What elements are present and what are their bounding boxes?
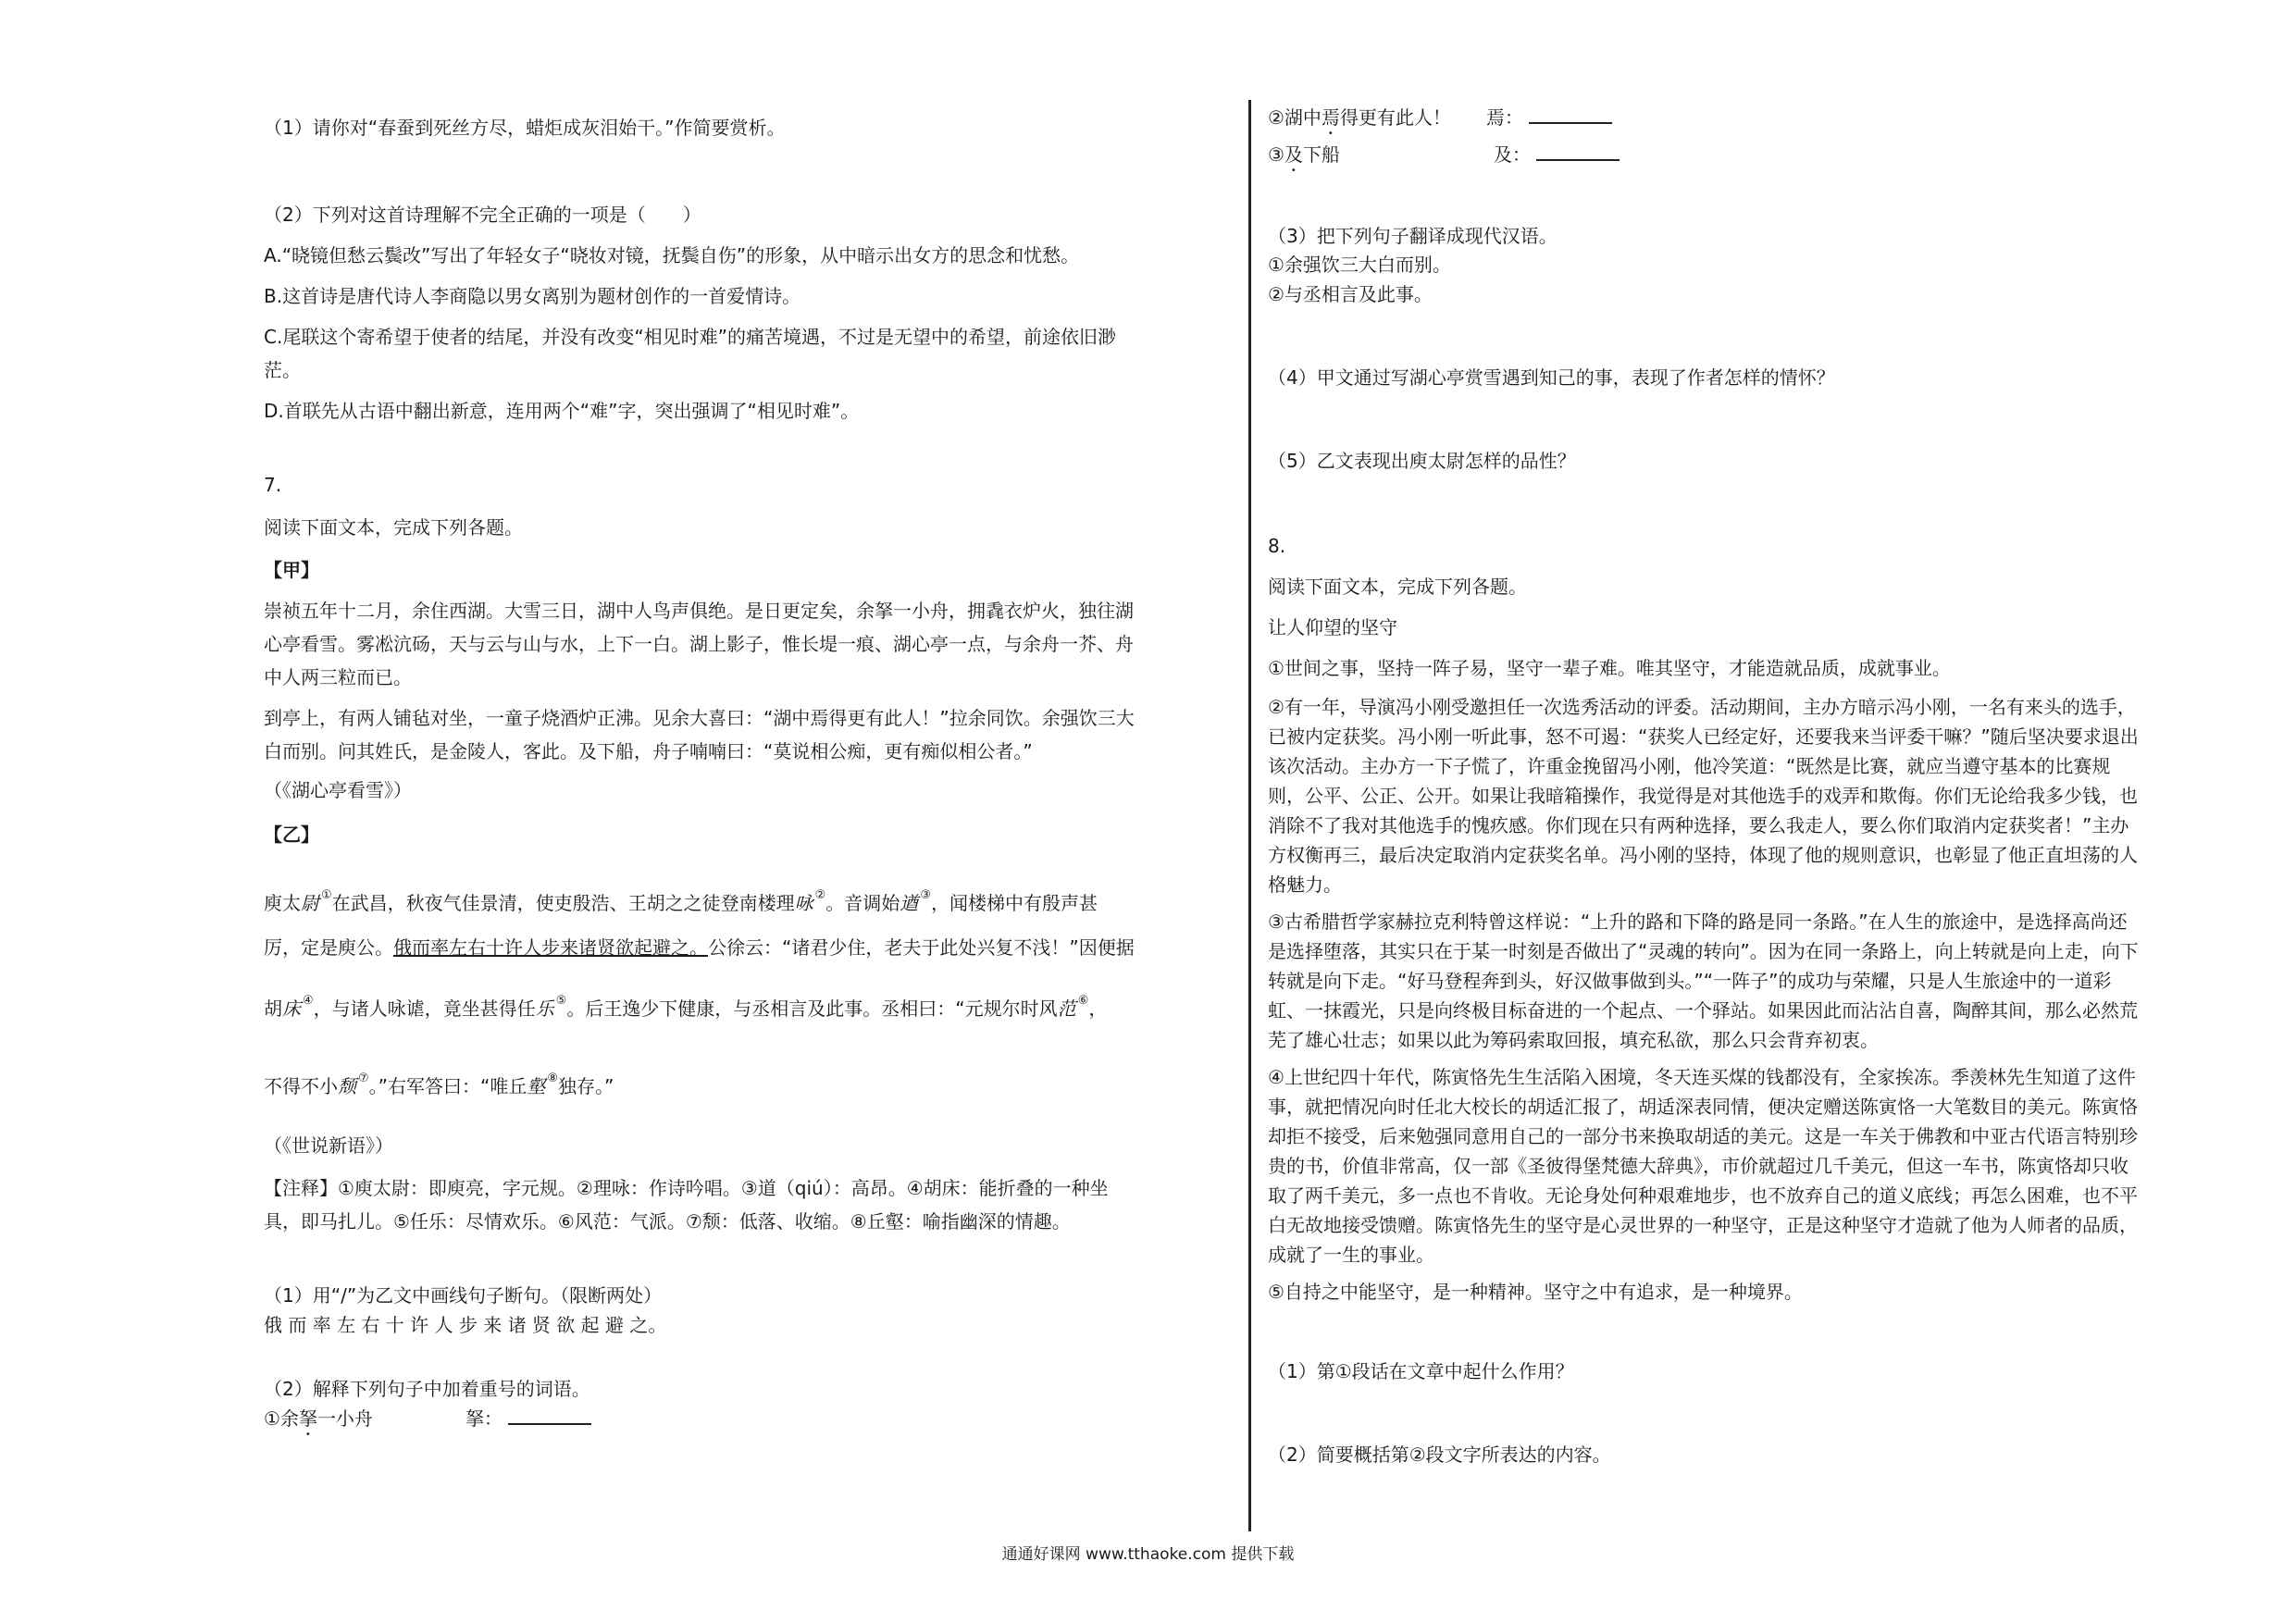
q7-2-item3: [1268, 139, 2249, 176]
q8-para4-line5: 取了两千美元，多一点也不肯收。无论身处何种艰难地步，也不放弃自己的道义底线；再怎么困难，也不平: [1268, 1184, 2138, 1207]
yi-annotated-word: 壑: [527, 1075, 546, 1097]
item-text: ①余: [264, 1407, 299, 1430]
q8-para3-line5: 芜了雄心壮志；如果以此为筹码索取回报，填充私欲，那么只会背弃初衷。: [1268, 1029, 1879, 1051]
note-marker: ⑤: [555, 994, 567, 1008]
notes-line2: 具，即马扎儿。⑤任乐：尽情欢乐。⑥风范：气派。⑦颓：低落、收缩。⑧丘壑：喻指幽深的情趣。: [264, 1210, 1071, 1233]
q8-para3-line3: 转就是向下走。“好马登程奔到头，好汉做事做到头。”“一阵子”的成功与荣耀，只是人生旅途中的一道彩: [1268, 970, 2112, 992]
q6-option-b: B.这首诗是唐代诗人李商隐以男女离别为题材创作的一首爱情诗。: [264, 285, 801, 307]
q6-option-d: D.首联先从古语中翻出新意，连用两个“难”字，突出强调了“相见时难”。: [264, 400, 860, 422]
yi-annotated-word: 咏: [794, 892, 813, 914]
q8-para4-line6: 白无故地接受馈赠。陈寅恪先生的坚守是心灵世界的一种坚守，正是这种坚守才造就了他为人师者的品质，: [1268, 1214, 2138, 1236]
q8-intro: 阅读下面文本，完成下列各题。: [1268, 576, 1527, 598]
yi-text: 公徐云：“诸君少住，老夫于此处兴复不浅！”因便据: [708, 936, 1135, 959]
yi-annotated-word: 尉: [301, 892, 319, 914]
q7-4: （4）甲文通过写湖心亭赏雪遇到知己的事，表现了作者怎样的情怀？: [1268, 366, 1835, 389]
q6-1: （1）请你对“春蚕到死丝方尽，蜡炬成灰泪始干。”作简要赏析。: [264, 117, 786, 139]
item-key: 焉：: [1485, 106, 1523, 129]
yi-annotated-word: 床: [282, 997, 301, 1020]
q8-para3-line1: ③古希腊哲学家赫拉克利特曾这样说：“上升的路和下降的路是同一条路。”在人生的旅途中，是选择高尚还: [1268, 911, 2128, 933]
yi-text: 庾太: [264, 892, 301, 914]
column-divider: [1248, 100, 1251, 1531]
item-key: 拏：: [465, 1407, 503, 1430]
jia-para1-line1: 崇祯五年十二月，余住西湖。大雪三日，湖中人鸟声俱绝。是日更定矣，余拏一小舟，拥毳衣炉火，独往湖: [264, 600, 1134, 622]
answer-blank[interactable]: [1536, 139, 1620, 161]
yi-line4: [264, 1062, 1231, 1103]
yi-text: ，闻楼梯中有殷声甚: [930, 892, 1098, 914]
emphasized-word: 及: [1284, 143, 1303, 166]
note-marker: ⑦: [358, 1072, 369, 1085]
jia-para2-line1: 到亭上，有两人铺毡对坐，一童子烧酒炉正沸。见余大喜曰：“湖中焉得更有此人！”拉余同饮。余强饮三大: [264, 707, 1135, 729]
jia-source: （《湖心亭看雪》）: [264, 779, 412, 801]
q7-1: （1）用“/”为乙文中画线句子断句。（限断两处）: [264, 1284, 663, 1307]
yi-text: 厉，定是庾公。: [264, 936, 393, 959]
emphasized-word: 拏: [298, 1407, 317, 1430]
yi-annotated-word: 颓: [338, 1075, 356, 1097]
yi-text: 。”右军答曰：“唯丘: [368, 1075, 527, 1097]
q7-2: （2）解释下列句子中加着重号的词语。: [264, 1378, 590, 1400]
yi-line1: [264, 879, 1231, 920]
q8-para4-line7: 成就了一生的事业。: [1268, 1244, 1434, 1266]
item-text: ②湖中: [1268, 106, 1322, 129]
yi-text: ，与诸人咏谑，竟坐甚得任: [313, 997, 536, 1020]
yi-line2: [264, 931, 1231, 964]
q6-2: （2）下列对这首诗理解不完全正确的一项是（ ）: [264, 204, 701, 226]
q7-3: （3）把下列句子翻译成现代汉语。: [1268, 225, 1558, 247]
q8-2: （2）简要概括第②段文字所表达的内容。: [1268, 1443, 1611, 1466]
yi-text: 不得不小: [264, 1075, 338, 1097]
yi-text: 在武昌，秋夜气佳景清，使吏殷浩、王胡之之徒登南楼理: [331, 892, 795, 914]
q6-option-c-cont: 茫。: [264, 359, 301, 381]
note-marker: ③: [920, 888, 931, 902]
page-footer: 通通好课网 www.tthaoke.com 提供下载: [1001, 1545, 1295, 1564]
answer-blank[interactable]: [1529, 102, 1612, 124]
yi-annotated-word: 遒: [900, 892, 919, 914]
q8-number: 8.: [1268, 535, 1286, 557]
q6-option-a: A.“晓镜但愁云鬓改”写出了年轻女子“晓妆对镜，抚鬓自伤”的形象，从中暗示出女方的思念和忧愁。: [264, 244, 1080, 266]
answer-blank[interactable]: [508, 1403, 591, 1425]
q7-3-b: ②与丞相言及此事。: [1268, 283, 1433, 305]
note-marker: ④: [303, 994, 314, 1008]
yi-line3: [264, 985, 1231, 1025]
q7-intro: 阅读下面文本，完成下列各题。: [264, 516, 523, 539]
q8-para2-line3: 该次活动。主办方一下子慌了，许重金挽留冯小刚，他冷笑道：“既然是比赛，就应当遵守基本的比赛规: [1268, 755, 2111, 777]
q8-para4-line1: ④上世纪四十年代，陈寅恪先生生活陷入困境，冬天连买煤的钱都没有，全家挨冻。季羡林先生知道了这件: [1268, 1066, 2136, 1088]
item-text: ③: [1268, 143, 1285, 166]
item-key: 及：: [1493, 143, 1531, 166]
item-text: 得更有此人！: [1339, 106, 1451, 129]
jia-para1-line2: 心亭看雪。雾凇沆砀，天与云与山与水，上下一白。湖上影子，惟长堤一痕、湖心亭一点，与余舟一芥、舟: [264, 633, 1134, 655]
item-text: 下船: [1302, 143, 1340, 166]
q8-para2-line4: 则，公平、公正、公开。如果让我暗箱操作，我觉得是对其他选手的戏弄和欺侮。你们无论给我多少钱，也: [1268, 785, 2138, 807]
yi-text: 独存。”: [558, 1075, 614, 1097]
note-marker: ②: [814, 888, 826, 902]
q8-para1: ①世间之事，坚持一阵子易，坚守一辈子难。唯其坚守，才能造就品质，成就事业。: [1268, 657, 1951, 679]
yi-text: 胡: [264, 997, 282, 1020]
jia-label: 【甲】: [264, 559, 319, 581]
notes-line1: 【注释】①庾太尉：即庾亮，字元规。②理咏：作诗吟唱。③道（qiú）：高昂。④胡床：能折叠的一种坐: [264, 1177, 1109, 1199]
q7-number: 7.: [264, 474, 282, 496]
yi-annotated-word: 范: [1057, 997, 1076, 1020]
yi-label: 【乙】: [264, 824, 319, 846]
q8-para3-line4: 虹、一抹霞光，只是向终极目标奋进的一个起点、一个驿站。如果因此而沾沾自喜，陶醉其间，那么必然荒: [1268, 999, 2138, 1022]
q8-1: （1）第①段话在文章中起什么作用？: [1268, 1360, 1574, 1382]
q8-para2-line5: 消除不了我对其他选手的愧疚感。你们现在只有两种选择，要么我走人，要么你们取消内定获奖者！”主办: [1268, 814, 2129, 836]
q8-para4-line4: 贵的书，价值非常高，仅一部《圣彼得堡梵德大辞典》，市价就超过几千美元，但这一车书，陈寅恪却只收: [1268, 1155, 2128, 1177]
item-text: 一小舟: [316, 1407, 373, 1430]
q6-option-c: C.尾联这个寄希望于使者的结尾，并没有改变“相见时难”的痛苦境遇，不过是无望中的希望，前途依旧渺: [264, 326, 1117, 348]
yi-source: （《世说新语》）: [264, 1134, 393, 1157]
q8-para3-line2: 是选择堕落，其实只在于某一时刻是否做出了“灵魂的转向”。因为在同一条路上，向上转就是向上走，向下: [1268, 940, 2139, 962]
jia-para2-line2: 白而别。问其姓氏，是金陵人，客此。及下船，舟子喃喃曰：“莫说相公痴，更有痴似相公者。”: [264, 740, 1033, 762]
q8-para4-line3: 却拒不接受，后来勉强同意用自己的一部分书来换取胡适的美元。这是一车关于佛教和中亚古代语言特别珍: [1268, 1125, 2138, 1147]
q8-para2-line2: 已被内定获奖。冯小刚一听此事，怒不可遏：“获奖人已经定好，还要我来当评委干嘛？”随后坚决要求退出: [1268, 725, 2139, 748]
q8-para5: ⑤自持之中能坚守，是一种精神。坚守之中有追求，是一种境界。: [1268, 1281, 1803, 1303]
q8-para2-line6: 方权衡再三，最后决定取消内定获奖名单。冯小刚的坚持，体现了他的规则意识，也彰显了他正直坦荡的人: [1268, 844, 2138, 866]
yi-text: 。后王逸少下健康，与丞相言及此事。丞相曰：“元规尔时风: [566, 997, 1058, 1020]
q8-para2-line1: ②有一年，导演冯小刚受邀担任一次选秀活动的评委。活动期间，主办方暗示冯小刚，一名有来头的选手，: [1268, 696, 2136, 718]
note-marker: ①: [321, 888, 332, 902]
note-marker: ⑥: [1077, 994, 1089, 1008]
left-column: [264, 93, 1231, 1440]
q8-para4-line2: 事，就把情况向时任北大校长的胡适汇报了，胡适深表同情，便决定赠送陈寅恪一大笔数目的美元。陈寅恪: [1268, 1096, 2138, 1118]
yi-annotated-word: 乐: [535, 997, 554, 1020]
q7-3-a: ①余强饮三大白而别。: [1268, 254, 1451, 276]
jia-para1-line3: 中人两三粒而已。: [264, 666, 412, 688]
q7-5: （5）乙文表现出庾太尉怎样的品性？: [1268, 450, 1576, 472]
emphasized-word: 焉: [1321, 106, 1340, 129]
yi-text: 。音调始: [825, 892, 900, 914]
right-column: [1268, 93, 2249, 1471]
q7-1-sentence: 俄 而 率 左 右 十 许 人 步 来 诸 贤 欲 起 避 之。: [264, 1314, 667, 1336]
q8-article-title: 让人仰望的坚守: [1268, 616, 1397, 638]
q8-para2-line7: 格魅力。: [1268, 873, 1342, 896]
yi-underlined-sentence: 俄而率左右十许人步来诸贤欲起避之。: [393, 936, 708, 959]
note-marker: ⑧: [547, 1072, 559, 1085]
q7-2-item1: [264, 1403, 1231, 1440]
q7-2-item2: [1268, 102, 2249, 139]
yi-text: ，: [1088, 997, 1108, 1020]
